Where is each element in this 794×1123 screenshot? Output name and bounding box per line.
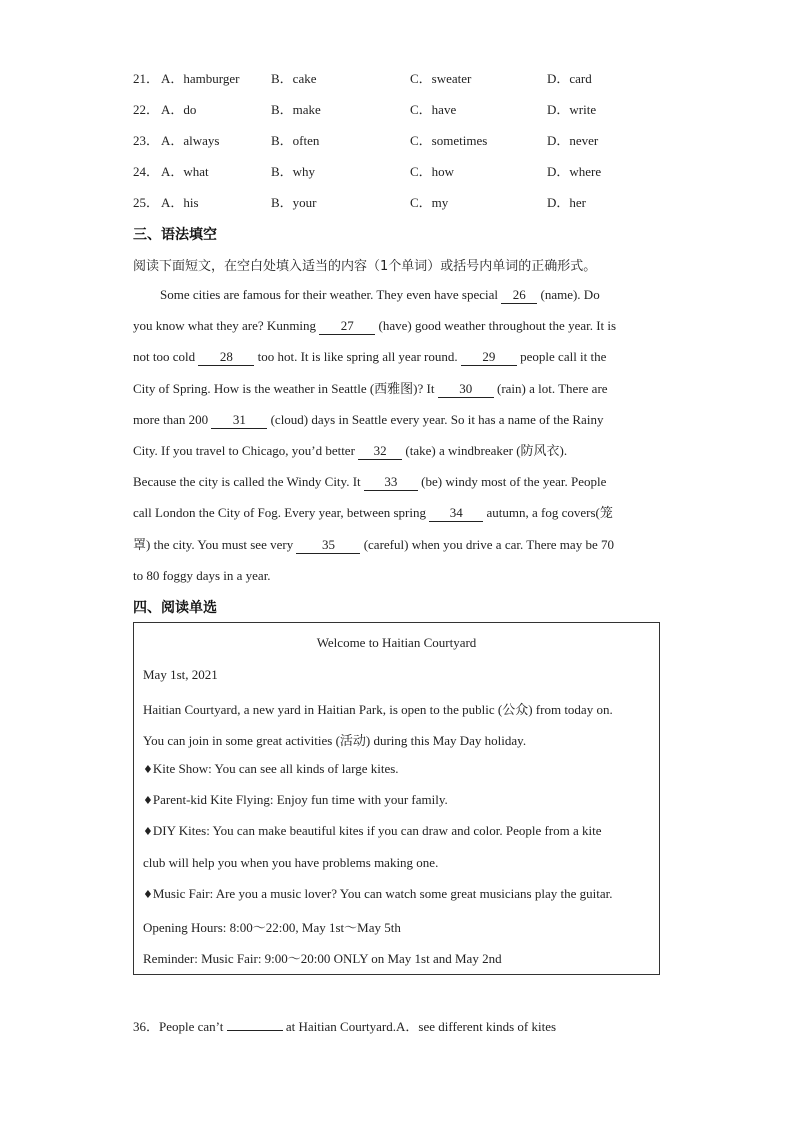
notice-item-text: Parent-kid Kite Flying: Enjoy fun time with your family. [152,792,448,807]
passage-text: too hot. It is like spring all year round. [254,349,461,364]
blank-32[interactable]: 32 [358,443,402,460]
notice-item-kite-show [143,761,399,777]
passage-text: (careful) when you drive a car. There may be 70 [360,537,614,552]
question-number: 21． [133,71,160,86]
question-number: 25． [133,195,160,210]
blank-35[interactable]: 35 [296,537,360,554]
option-a: A．his [161,195,199,210]
passage-text: (name). Do [537,287,600,302]
passage-line-5 [133,410,603,430]
notice-item-music-fair [143,886,612,902]
passage-line-3 [133,347,606,367]
passage-text: you know what they are? Kunming [133,318,320,333]
notice-item-diy-kites [143,823,602,839]
passage-line-9 [133,535,614,555]
option-b: B．often [271,133,320,148]
passage-line-10: to 80 foggy days in a year. [133,568,271,583]
notice-date: May 1st, 2021 [143,667,218,682]
option-a: A．hamburger [161,71,240,86]
option-b: B．make [271,102,321,117]
option-a: A．what [161,164,209,179]
passage-text: more than 200 [133,412,212,427]
passage-line-6 [133,441,567,461]
section4-title: 四、阅读单选 [133,600,217,616]
passage-line-2 [133,316,616,336]
passage-text: Because the city is called the Windy City. It [133,474,364,489]
blank-30[interactable]: 30 [438,381,494,398]
option-c: C．my [410,195,449,210]
blank-33[interactable]: 33 [364,474,418,491]
notice-item-text: Music Fair: Are you a music lover? You can watch some great musicians play the guitar. [152,886,613,901]
passage-text: (rain) a lot. There are [493,381,608,396]
question-number: 22． [133,102,160,117]
notice-item-text: Kite Show: You can see all kinds of large kites. [152,761,399,776]
section3-title: 三、语法填空 [133,227,217,243]
passage-text: City. If you travel to Chicago, you’d better [133,443,359,458]
option-d: D．write [547,102,597,117]
passage-text: people call it the [516,349,607,364]
blank-26[interactable]: 26 [501,287,537,304]
notice-item-parent-kid [143,792,448,808]
question-number: 24． [133,164,160,179]
option-b: B．why [271,164,316,179]
bullet-diamond-icon: ♦ [143,825,153,838]
option-b: B．your [271,195,317,210]
section3-instruction: 阅读下面短文，在空白处填入适当的内容（1个单词）或括号内单词的正确形式。 [133,259,597,274]
notice-intro-line-1: Haitian Courtyard, a new yard in Haitian Park, is open to the public (公众) from today on. [143,702,613,717]
passage-text: City of Spring. How is the weather in Seattle (西雅图)? It [133,381,438,396]
blank-28[interactable]: 28 [198,349,254,366]
question-text: 36．People can’t [133,1019,227,1034]
passage-text: call London the City of Fog. Every year, between spring [133,505,430,520]
answer-blank[interactable] [227,1018,283,1031]
bullet-diamond-icon: ♦ [143,794,153,807]
question-number: 23． [133,133,160,148]
option-d: D．never [547,133,599,148]
option-d: D．card [547,71,592,86]
notice-item-diy-kites-cont: club will help you when you have problems making one. [143,855,439,870]
notice-intro-line-2: You can join in some great activities (活动) during this May Day holiday. [143,733,527,748]
bullet-diamond-icon: ♦ [143,763,153,776]
blank-31[interactable]: 31 [211,412,267,429]
notice-reminder: Reminder: Music Fair: 9:00～20:00 ONLY on May 1st and May 2nd [143,951,502,966]
passage-text: Some cities are famous for their weather. They even have special [160,287,502,302]
option-a: A．do [161,102,197,117]
passage-text: (cloud) days in Seattle every year. So it has a name of the Rainy [267,412,604,427]
blank-34[interactable]: 34 [429,505,483,522]
passage-text: (have) good weather throughout the year. It is [375,318,617,333]
notice-item-text: DIY Kites: You can make beautiful kites if you can draw and color. People from a kite [152,823,602,838]
question-36 [133,1016,556,1035]
notice-opening-hours: Opening Hours: 8:00～22:00, May 1st～May 5th [143,920,401,935]
passage-text: (be) windy most of the year. People [417,474,607,489]
blank-29[interactable]: 29 [461,349,517,366]
option-c: C．sweater [410,71,472,86]
bullet-diamond-icon: ♦ [143,888,153,901]
passage-line-8 [133,503,613,523]
question-text: at Haitian Courtyard.A．see different kinds of kites [282,1019,557,1034]
option-b: B．cake [271,71,317,86]
passage-text: 罩) the city. You must see very [133,537,297,552]
passage-line-7 [133,472,606,492]
passage-text: (take) a windbreaker (防风衣). [402,443,568,458]
option-c: C．how [410,164,455,179]
blank-27[interactable]: 27 [319,318,375,335]
option-d: D．where [547,164,602,179]
option-a: A．always [161,133,220,148]
option-d: D．her [547,195,586,210]
option-c: C．sometimes [410,133,488,148]
option-c: C．have [410,102,457,117]
notice-title: Welcome to Haitian Courtyard [316,635,477,650]
passage-line-4 [133,379,608,399]
notice-box [133,622,660,975]
passage-text: not too cold [133,349,199,364]
passage-line-1 [160,285,600,305]
passage-text: autumn, a fog covers(笼 [483,505,613,520]
